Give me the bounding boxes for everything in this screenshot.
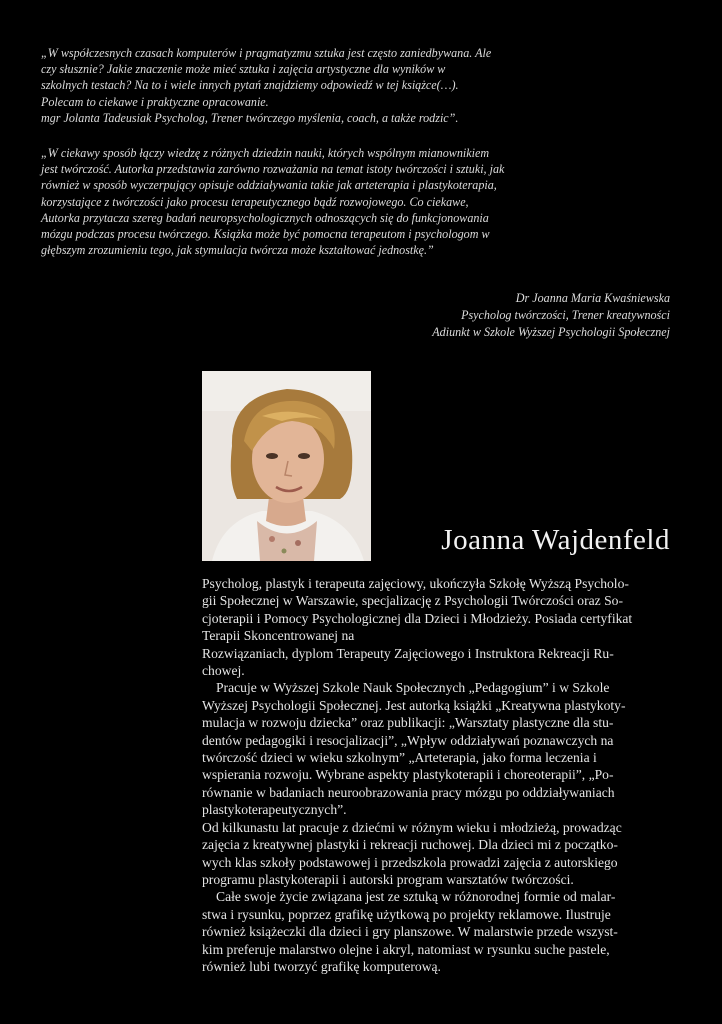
bio-line: Terapii Skoncentrowanej na: [202, 628, 355, 644]
author-name: Joanna Wajdenfeld: [441, 524, 670, 556]
quote-line: korzystające z twórczości jako procesu terapeutycznego bądź rozwojowego. Co ciekawe,: [41, 194, 469, 209]
quote-line: jest twórczość. Autorka przedstawia zarówno rozważania na temat istoty twórczości i sztuki, jak: [41, 162, 505, 177]
bio-line: gii Społecznej w Warszawie, specjalizację z Psychologii Twórczości oraz So-: [202, 593, 623, 609]
bio-line: twórczość dzieci w wieku szkolnym” „Arteterapia, jako forma leczenia i: [202, 750, 597, 766]
quote-line: „W ciekawy sposób łączy wiedzę z różnych dziedzin nauki, których wspólnym mianownikiem: [41, 146, 490, 160]
bio-line: Całe swoje życie związana jest ze sztuką w różnorodnej formie od malar-: [216, 889, 616, 905]
bio-line: kim preferuje malarstwo olejne i akryl, natomiast w rysunku suche pastele,: [202, 941, 610, 957]
bio-line: Od kilkunastu lat pracuje z dziećmi w różnym wieku i młodzieżą, prowadząc: [202, 819, 622, 835]
bio-line: również książeczki dla dzieci i gry planszowe. W malarstwie przede wszyst-: [202, 924, 618, 940]
bio-line: Psycholog, plastyk i terapeuta zajęciowy, ukończyła Szkołę Wyższą Psycholo-: [202, 576, 629, 591]
endorsement-quote-1: [41, 45, 571, 126]
quote-line: czy słusznie? Jakie znaczenie może mieć sztuka i zajęcia artystyczne dla wyników w: [41, 62, 446, 77]
quote-line: mózgu podczas procesu twórczego. Książka może być pomocna terapeutom i psychologom w: [41, 227, 490, 242]
bio-line: również lubi tworzyć grafikę komputerową.: [202, 958, 441, 974]
bio-line: stwa i rysunku, poprzez grafikę użytkową po projekty reklamowe. Ilustruje: [202, 906, 611, 922]
quote-line: szkolnych testach? Na to i wiele innych pytań znajdziemy odpowiedź w tej książce(…).: [41, 78, 459, 93]
quote-line: głębszym zrozumieniu tego, jak stymulacja twórcza może kształtować jednostkę.”: [41, 243, 434, 258]
endorsement-signature: [340, 290, 670, 340]
author-bio: [202, 575, 672, 975]
signature-affiliation: Adiunkt w Szkole Wyższej Psychologii Społecznej: [432, 324, 670, 339]
endorsement-quote-2: [41, 145, 571, 258]
bio-line: cjoterapii i Pomocy Psychologicznej dla Dzieci i Młodzieży. Posiada certyfikat: [202, 610, 633, 626]
bio-line: programu plastykoterapii i autorski program warsztatów twórczości.: [202, 871, 574, 887]
bio-line: plastykoterapeutycznych”.: [202, 802, 347, 818]
author-photo: [202, 371, 371, 561]
bio-line: Pracuje w Wyższej Szkole Nauk Społecznych „Pedagogium” i w Szkole: [216, 680, 610, 696]
bio-line: Wyższej Psychologii Społecznej. Jest autorką książki „Kreatywna plastykoty-: [202, 697, 626, 713]
bio-line: chowej.: [202, 663, 245, 679]
bio-line: wych klas szkoły podstawowej i przedszkola prowadzi zajęcia z autorskiego: [202, 854, 618, 870]
quote-line: również w sposób wyczerpujący opisuje oddziaływania takie jak arteterapia i plastykoterapia,: [41, 178, 497, 193]
bio-line: wspierania rozwoju. Wybrane aspekty plastykoterapii i choreoterapii”, „Po-: [202, 767, 614, 783]
bio-line: dentów pedagogiki i resocjalizacji”, „Wpływ oddziaływań poznawczych na: [202, 732, 614, 748]
signature-name: Dr Joanna Maria Kwaśniewska: [515, 291, 670, 305]
bio-line: zajęcia z kreatywnej plastyki i rekreacji ruchowej. Dla dzieci mi z początko-: [202, 837, 618, 853]
signature-role: Psycholog twórczości, Trener kreatywności: [461, 307, 670, 322]
quote-line: mgr Jolanta Tadeusiak Psycholog, Trener twórczego myślenia, coach, a także rodzic”.: [41, 110, 459, 125]
quote-line: Autorka przytacza szereg badań neuropsychologicznych odnoszących się do funkcjonowania: [41, 210, 489, 225]
bio-line: równanie w badaniach neuroobrazowania pracy mózgu po oddziaływaniach: [202, 784, 615, 800]
quote-line: „W współczesnych czasach komputerów i pragmatyzmu sztuka jest często zaniedbywana. Ale: [41, 46, 492, 60]
quote-line: Polecam to ciekawe i praktyczne opracowanie.: [41, 94, 269, 109]
bio-line: Rozwiązaniach, dyplom Terapeuty Zajęciowego i Instruktora Rekreacji Ru-: [202, 645, 614, 661]
bio-line: mulacja w rozwoju dziecka” oraz publikacji: „Warsztaty plastyczne dla stu-: [202, 715, 614, 731]
